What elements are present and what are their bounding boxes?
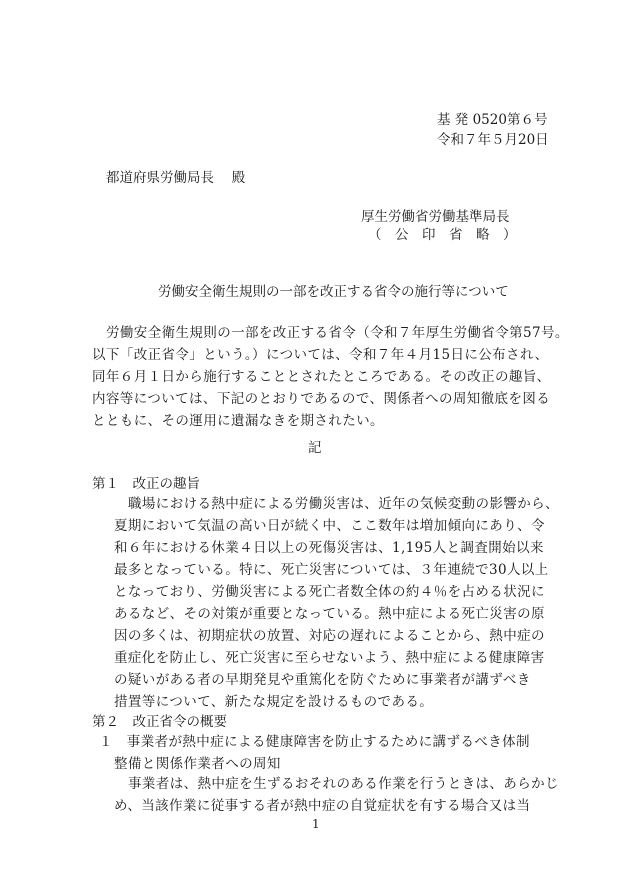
section1-line: の疑いがある者の早期発見や重篤化を防ぐために事業者が講ずべき <box>114 672 531 688</box>
intro-line: 労働安全衛生規則の一部を改正する省令（令和７年厚生労働省令第57号。 <box>106 325 569 341</box>
intro-line: 内容等については、下記のとおりであるので、関係者への周知徹底を図る <box>92 391 551 407</box>
addressee: 都道府県労働局長 殿 <box>106 170 246 186</box>
sender-title: 厚生労働省労働基準局長 <box>361 209 510 225</box>
section2-heading: 第２ 改正省令の概要 <box>92 714 227 730</box>
item1-body-line: 事業者は、熱中症を生ずるおそれのある作業を行うときは、あらかじ <box>128 776 559 792</box>
intro-line: とともに、その運用に遺漏なきを期されたい。 <box>92 413 384 429</box>
section1-line: あるなど、その対策が重要となっている。熱中症による死亡災害の原 <box>114 606 545 622</box>
item1-body-line: め、当該作業に従事する者が熱中症の自覚症状を有する場合又は当 <box>114 798 531 814</box>
section1-heading: 第１ 改正の趣旨 <box>92 476 200 492</box>
section1-line: 重症化を防止し、死亡災害に至らせないよう、熱中症による健康障害 <box>114 650 545 666</box>
intro-line: 同年６月１日から施行することとされたところである。その改正の趣旨、 <box>92 369 551 385</box>
item1-title: １ 事業者が熱中症による健康障害を防止するために講ずるべき体制 <box>99 734 530 750</box>
seal-omitted: （ 公 印 省 略 ） <box>368 227 517 243</box>
section1-line: 夏期において気温の高い日が続く中、ここ数年は増加傾向にあり、令 <box>114 518 545 534</box>
intro-line: 以下「改正省令」という。）については、令和７年４月15日に公布され、 <box>92 347 549 363</box>
section1-line: 和６年における休業４日以上の死傷災害は、1,195人と調査開始以来 <box>114 540 544 556</box>
page-number: 1 <box>312 817 320 831</box>
doc-number: 基 発 0520第６号 <box>437 112 548 128</box>
section1-line: となっており、労働災害による死亡者数全体の約４％を占める状況に <box>114 584 545 600</box>
section1-line: 因の多くは、初期症状の放置、対応の遅れによることから、熱中症の <box>114 628 545 644</box>
issue-date: 令和７年５月20日 <box>437 132 549 148</box>
section1-line: 最多となっている。特に、死亡災害については、３年連続で30人以上 <box>114 562 549 578</box>
ki-heading: 記 <box>308 440 322 456</box>
item1-title: 整備と関係作業者への周知 <box>114 756 281 772</box>
section1-line: 措置等について、新たな規定を設けるものである。 <box>114 694 434 710</box>
section1-line: 職場における熱中症による労働災害は、近年の気候変動の影響から、 <box>128 496 559 512</box>
subject-title: 労働安全衛生規則の一部を改正する省令の施行等について <box>158 284 509 300</box>
